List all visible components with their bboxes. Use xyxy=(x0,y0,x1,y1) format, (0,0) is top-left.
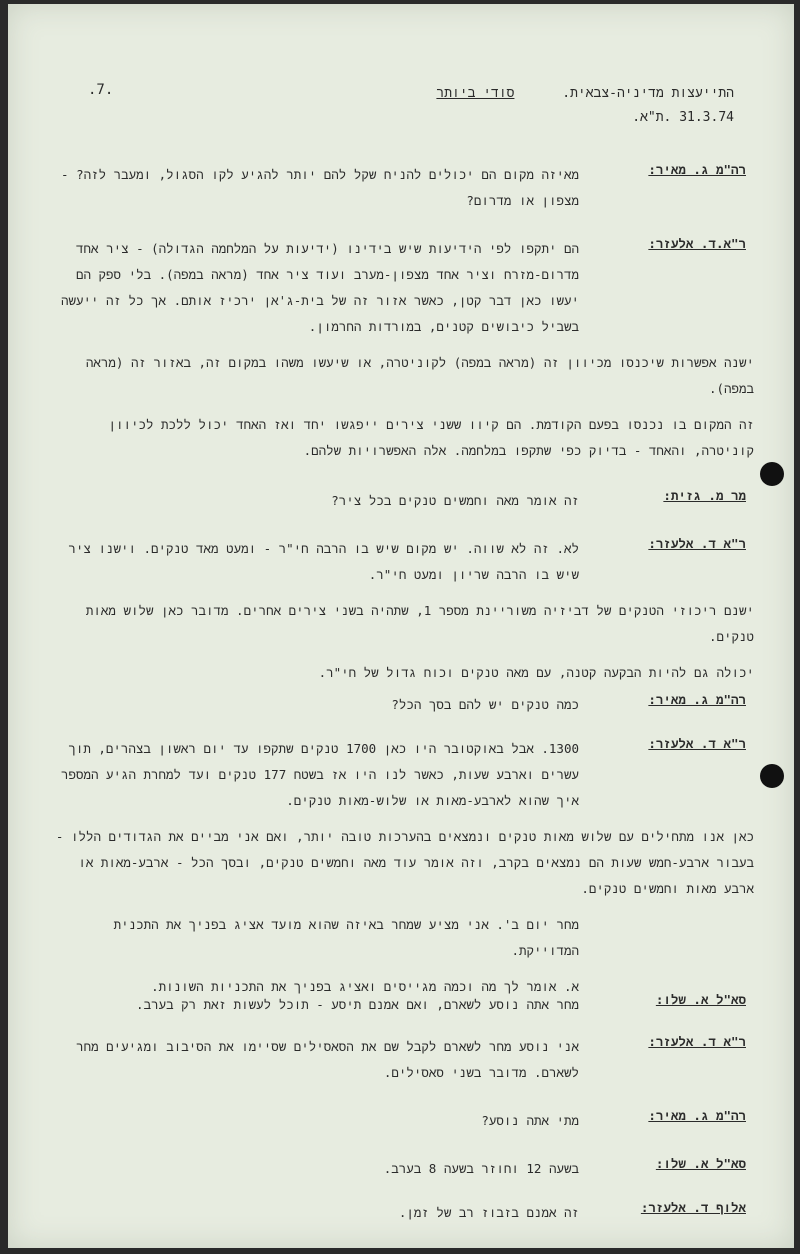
transcript-entry xyxy=(48,1108,754,1144)
speech-text: ישנם ריכוזי הטנקים של דביזיה משוריינת מספר 1, שתהיה בשני צירים אחרים. מדובר כאן שלוש מאות טנקים. xyxy=(85,603,754,644)
speech-text: לא. זה לא שווה. יש מקום שיש בו הרבה חי"ר - ומעט מאד טנקים. וישנו ציר שיש בו הרבה שריון ומעט חי"ר. xyxy=(68,541,579,582)
speaker-name: סא"ל א. שלו: xyxy=(655,1156,746,1171)
transcript-entry xyxy=(48,692,754,728)
speech-text: א. אומר לך מה וכמה מגייסים ואציג בפניך את התכניות השונות. xyxy=(151,979,579,994)
page-number: .7. xyxy=(88,82,114,98)
speaker-name: ר"א ד. אלעזר: xyxy=(648,736,746,751)
transcript-entry xyxy=(48,1156,754,1192)
speech-text: בשעה 12 וחוזר בשעה 8 בערב. xyxy=(383,1161,579,1176)
punch-hole xyxy=(760,764,784,788)
document-page xyxy=(8,4,794,1248)
speech-text: אני נוסע מחר לשארם לקבל שם את הסאסילים שסיימו את הסיבוב ומגיעים מחר לשארם. מדובר בשני סאסילים. xyxy=(76,1039,579,1080)
speech-text: יכולה גם להיות הבקעה קטנה, עם מאה טנקים וכוח גדול של חי"ר. xyxy=(318,665,754,680)
speech-text: מחר יום ב'. אני מציע שמחר באיזה שהוא מועד אציג בפניך את התכנית המדוייקת. xyxy=(113,917,579,958)
speaker-name: רה"מ ג. מאיר: xyxy=(648,692,746,707)
speaker-name: ר"א ד. אלעזר: xyxy=(648,1034,746,1049)
speaker-name: ר"א ד. אלעזר: xyxy=(648,536,746,551)
speech-text: הם יתקפו לפי הידיעות שיש בידינו (ידיעות על המלחמה הגדולה) - ציר אחד מדרום-מזרח וציר אחד מצפון-מערב ועוד ציר אחד (מראה במפה). בלי ספק הם יעשו כאן דבר קטן, כאשר אזור זה של בית-ג'אן ירכיז אותם. אך כל זה ייעשה בשביל כיבושים קטנים, במורדות החרמון. xyxy=(60,241,579,334)
transcript-entry xyxy=(48,992,754,1028)
transcript-entry xyxy=(48,1200,754,1236)
speech-text: 1300. אבל באוקטובר היו כאן 1700 טנקים שתקפו עד יום ראשון בצהרים, תוך עשרים וארבע שעות, כאשר לנו היו אז בשטח 177 טנקים ועד למחרת הגיע המספר איך שהוא לארבע-מאות או שלוש-מאות טנקים. xyxy=(60,741,579,808)
speech-text: זה המקום בו נכנסו בפעם הקודמת. הם קיוו ששני צירים ייפגשו יחד ואז האחד יכול ללכת לכיוון קוניטרה, והאחד - בדיוק כפי שתקפו במלחמה. אלה האפשרויות שלהם. xyxy=(108,417,754,458)
transcript-entry xyxy=(48,536,754,696)
speaker-name: רה"מ ג. מאיר: xyxy=(648,162,746,177)
classification-label: סודי ביותר xyxy=(436,86,515,101)
speech-text: מאיזה מקום הם יכולים להניח שקל להם יותר להגיע לקו הסגול, ומעבר לזה? - מצפון או מדרום? xyxy=(61,167,579,208)
document-header xyxy=(436,82,734,130)
speech-text: מחר אתה נוסע לשארם, ואם אמנם תיסע - תוכל לעשות זאת רק בערב. xyxy=(136,997,579,1012)
speech-text: מתי אתה נוסע? xyxy=(481,1113,579,1128)
speaker-name: מר מ. גזית: xyxy=(663,488,746,503)
speaker-name: אלוף ד. אלעזר: xyxy=(640,1200,746,1215)
speech-text: ישנה אפשרות שיכנסו מכיוון זה (מראה במפה) לקוניטרה, או שיעשו משהו במקום זה, באזור זה (מראה במפה). xyxy=(85,355,754,396)
transcript-entry xyxy=(48,736,754,1010)
punch-hole xyxy=(760,462,784,486)
speech-text: כמה טנקים יש להם בסך הכל? xyxy=(391,697,579,712)
transcript-entry xyxy=(48,162,754,224)
speech-text: כאן אנו מתחילים עם שלוש מאות טנקים ונמצאים בהערכות טובה יותר, ואם אני מביים את הגדודים הללו - בעבור ארבע-חמש שעות הם נמצאים בקרב, וזה אומר עוד מאה וחמשים טנקים, ובסך הכל - ארבע-מאות או ארבע מאות וחמשים טנקים. xyxy=(55,829,754,896)
speaker-name: רה"מ ג. מאיר: xyxy=(648,1108,746,1123)
document-date: 31.3.74 .ת"א. xyxy=(632,110,734,125)
speech-text: זה אמנם בזבוז רב של זמן. xyxy=(398,1205,579,1220)
header-line xyxy=(436,82,734,106)
transcript-entry xyxy=(48,236,754,474)
speaker-name: ר"א.ד. אלעזר: xyxy=(648,236,746,251)
speech-text: זה אומר מאה וחמשים טנקים בכל ציר? xyxy=(331,493,579,508)
transcript-entry xyxy=(48,1034,754,1096)
document-title: התייעצות מדיניה-צבאית. xyxy=(562,86,734,101)
transcript-entry xyxy=(48,488,754,524)
speaker-name: סא"ל א. שלו: xyxy=(655,992,746,1007)
